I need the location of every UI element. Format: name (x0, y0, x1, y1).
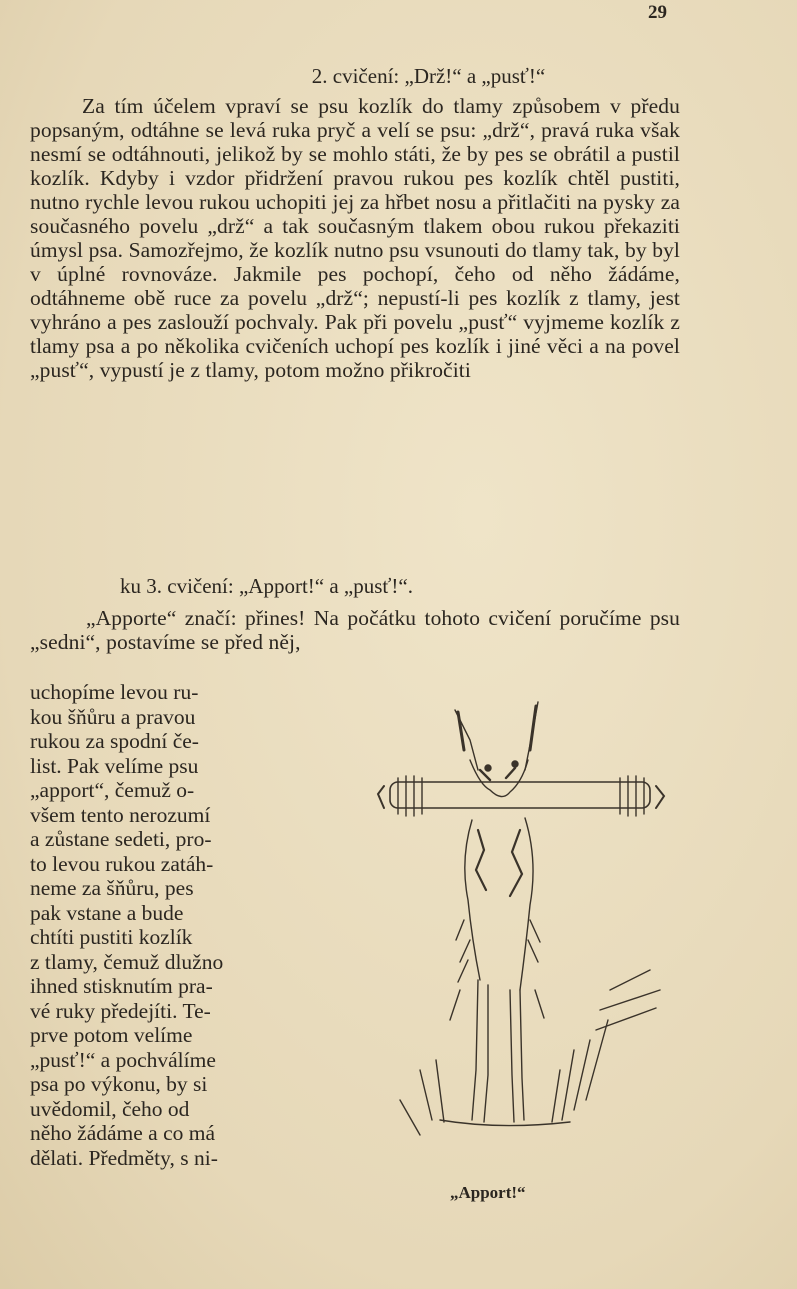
page-number: 29 (648, 2, 667, 23)
paragraph-exercise-3-intro: „Apporte“ značí: přines! Na počátku tohoto cvičení poručíme psu „sedni“, postavíme se před něj, (30, 606, 680, 654)
column-line: prve potom velíme (30, 1023, 193, 1047)
paragraph-exercise-2: Za tím účelem vpraví se psu kozlík do tlamy způsobem v předu popsaným, odtáhne se levá ruka pryč a velí se psu: „drž“, pravá ruka však nesmí se odtáhnouti, jelikož by se mohlo státi, že by pes se obrátil a pustil kozlík. Kdyby i vzdor přidržení pravou rukou pes kozlík chtěl pustiti, nutno rychle levou rukou uchopiti jej za hřbet nosu a přitlačiti na pysky za současného povelu „drž“ a tak současným tlakem obou rukou překaziti úmysl psa. Samozřejmo, že kozlík nutno psu vsunouti do tlamy tak, by byl v úplné rovnováze. Jakmile pes pochopí, čeho od něho žádáme, odtáhneme obě ruce za povelu „drž“; nepustí-li pes kozlík z tlamy, jest vyhráno a pes zaslouží pochvaly. Pak při povelu „pusť“ vyjmeme kozlík z tlamy psa a po několika cvičeních uchopí pes kozlík i jiné věci a na povel „pusť“, vypustí je z tlamy, potom možno přikročiti (30, 94, 680, 382)
column-line: vé ruky předejíti. Te- (30, 998, 211, 1023)
column-line: „apport“, čemuž o- (30, 778, 195, 802)
dog-with-dumbbell-illustration (360, 690, 690, 1180)
heading-exercise-3: ku 3. cvičení: „Apport!“ a „pusť!“. (120, 574, 413, 598)
column-line: to levou rukou zatáh- (30, 851, 214, 876)
column-line: ihned stisknutím pra- (30, 974, 213, 998)
text-column (30, 680, 310, 1170)
column-line: neme za šňůru, pes (30, 876, 194, 900)
column-line: rukou za spodní če- (30, 729, 199, 753)
column-line: uvědomil, čeho od (30, 1096, 190, 1121)
column-line: uchopíme levou ru- (30, 680, 199, 704)
column-line: pak vstane a bude (30, 900, 184, 925)
heading-exercise-2: 2. cvičení: „Drž!“ a „pusť!“ (311, 64, 546, 88)
column-line: chtíti pustiti kozlík (30, 925, 193, 949)
column-line: list. Pak velíme psu (30, 753, 199, 778)
column-line: „pusť!“ a pochválíme (30, 1047, 216, 1072)
figure-caption: „Apport!“ (450, 1183, 526, 1202)
column-line: psa po výkonu, by si (30, 1072, 208, 1096)
column-line: všem tento nerozumí (30, 802, 211, 827)
column-line: z tlamy, čemuž dlužno (30, 949, 224, 974)
column-line: a zůstane sedeti, pro- (30, 827, 212, 851)
column-line: něho žádáme a co má (30, 1121, 216, 1145)
column-line: dělati. Předměty, s ni- (30, 1145, 218, 1170)
column-line: kou šňůru a pravou (30, 704, 196, 729)
